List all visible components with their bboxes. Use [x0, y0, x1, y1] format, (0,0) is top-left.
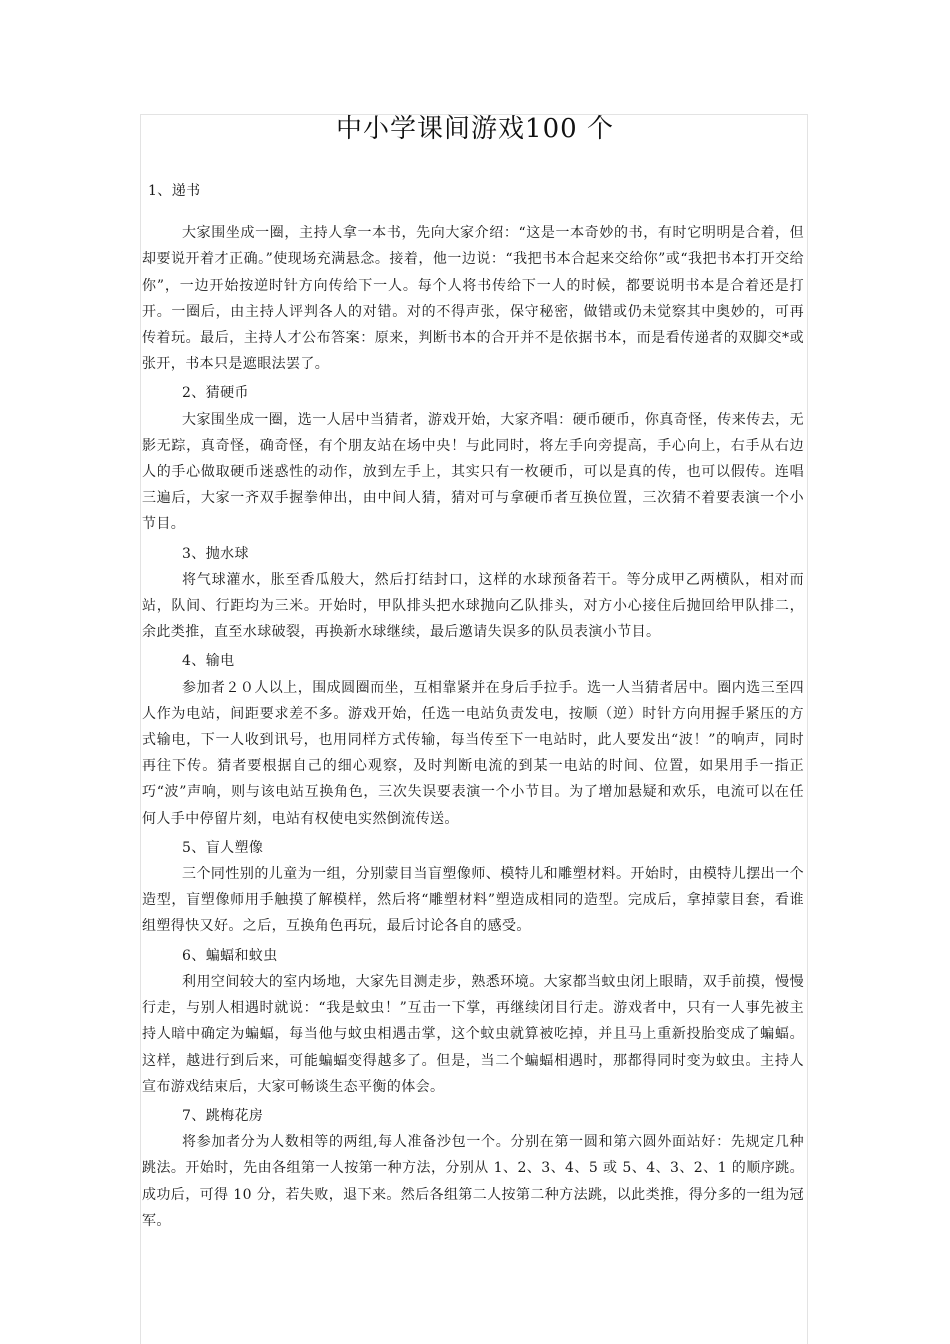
section-paragraph: 大家围坐成一圈，主持人拿一本书，先向大家介绍：“这是一本奇妙的书，有时它明明是合着，但却要说开着才正确。”使现场充满悬念。接着，他一边说：“我把书本合起来交给你”或“我把书本打开交给你”，一边开始按逆时针方向传给下一人。每个人将书传给下一人的时候，都要说明书本是合着还是打开。一圈后，由主持人评判各人的对错。对的不得声张，保守秘密，做错或仍未觉察其中奥妙的，可再传着玩。最后，主持人才公布答案：原来，判断书本的合开并不是依据书本，而是看传递者的双脚交*或张开，书本只是遮眼法罢了。	[142, 225, 804, 373]
section-paragraph: 参加者２０人以上，围成圆圈而坐，互相靠紧并在身后手拉手。选一人当猜者居中。圈内选三至四人作为电站，间距要求差不多。游戏开始，任选一电站负责发电，按顺（逆）时针方向用握手紧压的方式输电，下一人收到讯号，也用同样方式传输，每当传至下一电站时，此人要发出“波！”的响声，同时再往下传。猜者要根据自己的细心观察，及时判断电流的到某一电站的时间、位置，如果用手一指正巧“波”声响，则与该电站互换角色，三次失误要表演一个小节目。为了增加悬疑和欢乐，电流可以在任何人手中停留片刻，电站有权使电实然倒流传送。	[142, 679, 804, 827]
section-heading: 7、跳梅花房	[182, 1107, 264, 1124]
document-title: 中小学课间游戏100 个	[336, 114, 614, 144]
section-heading: 3、抛水球	[182, 545, 249, 562]
section-heading: 1、递书	[148, 183, 201, 199]
section-paragraph: 将气球灌水，胀至香瓜般大，然后打结封口，这样的水球预备若干。等分成甲乙两横队，相对而站，队间、行距均为三米。开始时，甲队排头把水球抛向乙队排头，对方小心接住后抛回给甲队排二，余此类推，直至水球破裂，再换新水球继续，最后邀请失误多的队员表演小节目。	[142, 571, 804, 641]
section-paragraph: 三个同性别的儿童为一组，分别蒙目当盲塑像师、模特儿和雕塑材料。开始时，由模特儿摆出一个造型，盲塑像师用手触摸了解模样，然后将“雕塑材料”塑造成相同的造型。完成后，拿掉蒙目套，看谁组塑得快又好。之后，互换角色再玩，最后讨论各自的感受。	[142, 866, 804, 935]
section-paragraph: 将参加者分为人数相等的两组,每人准备沙包一个。分别在第一圆和第六圆外面站好：先规定几种跳法。开始时，先由各组第一人按第一种方法，分别从 1、2、3、4、5 或 5、4、3、2、1 的顺序跳。成功后，可得 10 分，若失败，退下来。然后各组第二人按第二种方法跳，以此类推，得分多的一组为冠军。	[142, 1134, 804, 1229]
document-body	[142, 178, 804, 1237]
section-heading: 4、输电	[182, 653, 235, 670]
section-heading: 6、蝙蝠和蚊虫	[182, 947, 278, 964]
section-paragraph: 大家围坐成一圈，选一人居中当猜者，游戏开始，大家齐唱：硬币硬币，你真奇怪，传来传去，无影无踪，真奇怪，确奇怪，有个朋友站在场中央！与此同时，将左手向旁提高，手心向上，右手从右边人的手心做取硬币迷惑性的动作，放到左手上，其实只有一枚硬币，可以是真的传，也可以假传。连唱三遍后，大家一齐双手握拳伸出，由中间人猜，猜对可与拿硬币者互换位置，三次猜不着要表演一个小节目。	[142, 411, 804, 533]
section-heading: 5、盲人塑像	[182, 839, 264, 856]
section-heading: 2、猜硬币	[182, 385, 249, 402]
section-paragraph: 利用空间较大的室内场地，大家先目测走步，熟悉环境。大家都当蚊虫闭上眼睛，双手前摸，慢慢行走，与别人相遇时就说：“我是蚊虫！”互击一下掌，再继续闭目行走。游戏者中，只有一人事先被主持人暗中确定为蝙蝠，每当他与蚊虫相遇击掌，这个蚊虫就算被吃掉，并且马上重新投胎变成了蝙蝠。这样，越进行到后来，可能蝙蝠变得越多了。但是，当二个蝙蝠相遇时，那都得同时变为蚊虫。主持人宣布游戏结束后，大家可畅谈生态平衡的体会。	[142, 973, 804, 1095]
